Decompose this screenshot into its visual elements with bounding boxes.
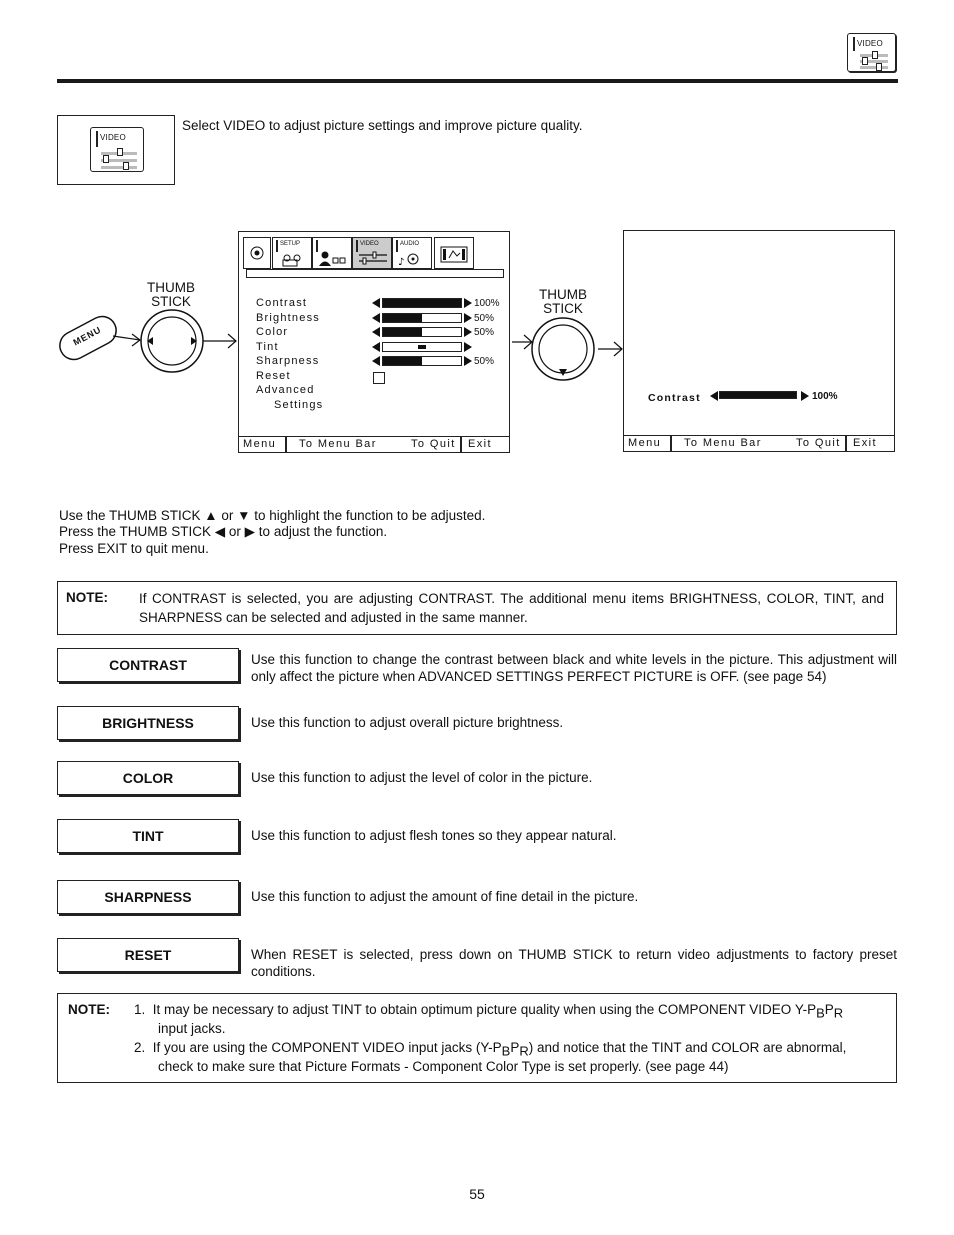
function-desc-reset: When RESET is selected, press down on THUMB STICK to return video adjustments to factory preset conditions. [251,947,897,979]
function-desc-sharpness: Use this function to adjust the amount of fine detail in the picture. [251,889,639,904]
instruction-3: Press EXIT to quit menu. [59,541,209,556]
menu-item-slider[interactable] [382,298,462,308]
right-right-arrow-icon[interactable] [801,391,809,401]
instruction-2: Press the THUMB STICK ◀ or ▶ to adjust the function. [59,524,388,539]
note-2-item-1: 1. It may be necessary to adjust TINT to obtain optimum picture quality when using the COMPONENT VIDEO $Y-P_BP_R$ [134,1002,844,1021]
instruction-1: Use the THUMB STICK ▲ or ▼ to highlight the function to be adjusted. [59,508,486,523]
increase-arrow-icon[interactable] [464,356,472,366]
decrease-arrow-icon[interactable] [372,327,380,337]
menu-item-value: 50% [474,356,495,367]
right-contrast-value: 100% [812,391,838,402]
increase-arrow-icon[interactable] [464,298,472,308]
menu-item-slider[interactable] [382,356,462,366]
footer-to-menu-bar: To Menu Bar [299,438,377,450]
menu-item-brightness[interactable]: Brightness [256,311,320,324]
menu-title-bar [246,269,504,278]
menu-item-slider[interactable] [382,327,462,337]
tab-audio[interactable] [392,237,432,269]
tab-theater[interactable] [434,237,474,269]
right-left-arrow-icon[interactable] [710,391,718,401]
function-label-reset: RESET [57,938,239,972]
reset-checkbox[interactable] [373,372,385,384]
note-2-item-1-cont: input jacks. [158,1021,226,1036]
menu-button-label: MENU [71,324,104,348]
svg-text:♪: ♪ [398,257,405,268]
menu-item-settings[interactable]: Settings [274,399,324,411]
right-footer-menu: Menu [628,437,662,449]
tint-knob [418,345,426,349]
right-menu-footer [624,435,894,451]
decrease-arrow-icon[interactable] [372,356,380,366]
slider-fill [383,299,461,307]
slider-fill [383,357,422,365]
slider-fill [383,328,422,336]
tab-video[interactable] [352,237,392,269]
decrease-arrow-icon[interactable] [372,342,380,352]
menu-item-sharpness[interactable]: Sharpness [256,355,320,367]
right-footer-to-quit: To Quit [796,437,841,449]
note-box-1 [57,581,897,635]
function-label-contrast: CONTRAST [57,648,239,682]
function-label-brightness: BRIGHTNESS [57,706,239,740]
menu-footer [239,436,509,452]
footer-to-quit: To Quit [411,438,456,450]
right-contrast-label: Contrast [648,392,701,404]
thumb-stick-left-icon [141,310,203,372]
slider-fill [383,314,422,322]
tab-locks[interactable] [312,237,352,269]
menu-item-contrast[interactable]: Contrast [256,297,308,309]
increase-arrow-icon[interactable] [464,313,472,323]
note-box-2 [57,993,897,1083]
menu-item-slider[interactable] [382,342,462,352]
right-contrast-bar [719,391,797,399]
function-label-sharpness: SHARPNESS [57,880,239,914]
intro-text: Select VIDEO to adjust picture settings and improve picture quality. [182,118,583,133]
note-1-label: NOTE: [66,590,108,605]
thumb-stick-right-icon [532,318,594,380]
menu-item-value: 100% [474,298,500,309]
function-desc-color: Use this function to adjust the level of color in the picture. [251,770,593,785]
thumb-stick-right-label: THUMB STICK [539,287,587,316]
right-footer-exit: Exit [853,437,877,449]
menu-item-slider[interactable] [382,313,462,323]
video-icon-label: VIDEO [100,133,126,142]
decrease-arrow-icon[interactable] [372,313,380,323]
person-icon [313,238,351,268]
video-header-icon-label: VIDEO [857,39,883,48]
function-desc-brightness: Use this function to adjust overall picture brightness. [251,715,564,730]
tab-video-label: VIDEO [360,241,379,247]
decrease-arrow-icon[interactable] [372,298,380,308]
thumb-stick-left-label: THUMB STICK [147,280,195,309]
menu-item-tint[interactable]: Tint [256,340,279,353]
tab-setup[interactable] [272,237,312,269]
menu-item-value: 50% [474,312,495,324]
menu-item-reset[interactable]: Reset [256,370,291,382]
film-icon [435,238,473,268]
note-2-item-2-cont: check to make sure that Picture Formats - Component Color Type is set properly. (see page 44) [158,1059,729,1074]
page-number: 55 [469,1186,485,1202]
footer-menu: Menu [243,438,277,450]
tab-navigation[interactable] [243,237,271,269]
function-desc-contrast: Use this function to change the contrast between black and white levels in the picture. This adjustment will only affect the picture when ADVANCED SETTINGS PERFECT PICTURE is OFF. (see page 54) [251,652,897,684]
footer-exit: Exit [468,438,492,450]
note-1-text: If CONTRAST is selected, you are adjusting CONTRAST. The additional menu items BRIGHTNESS, COLOR, TINT, and SHARPNESS can be selected and adjusted in the same manner. [139,591,884,625]
menu-item-value: 50% [474,327,495,338]
tab-audio-label: AUDIO [400,241,420,247]
note-2-item-2: 2. If you are using the COMPONENT VIDEO input jacks $(Y-P_BP_R)$ and notice that the TINT and COLOR are abnormal, [134,1040,847,1059]
tab-setup-label: SETUP [280,241,301,247]
nav-icon [244,238,270,268]
function-label-tint: TINT [57,819,239,853]
video-menu-screen [238,231,510,453]
menu-item-color[interactable]: Color [256,326,289,338]
function-desc-tint: Use this function to adjust flesh tones so they appear natural. [251,828,617,843]
contrast-adjust-screen [623,230,895,452]
right-footer-to-menu-bar: To Menu Bar [684,437,762,449]
increase-arrow-icon[interactable] [464,342,472,352]
menu-item-advanced[interactable]: Advanced [256,384,315,396]
increase-arrow-icon[interactable] [464,327,472,337]
note-2-label: NOTE: [68,1002,110,1017]
function-label-color: COLOR [57,761,239,795]
